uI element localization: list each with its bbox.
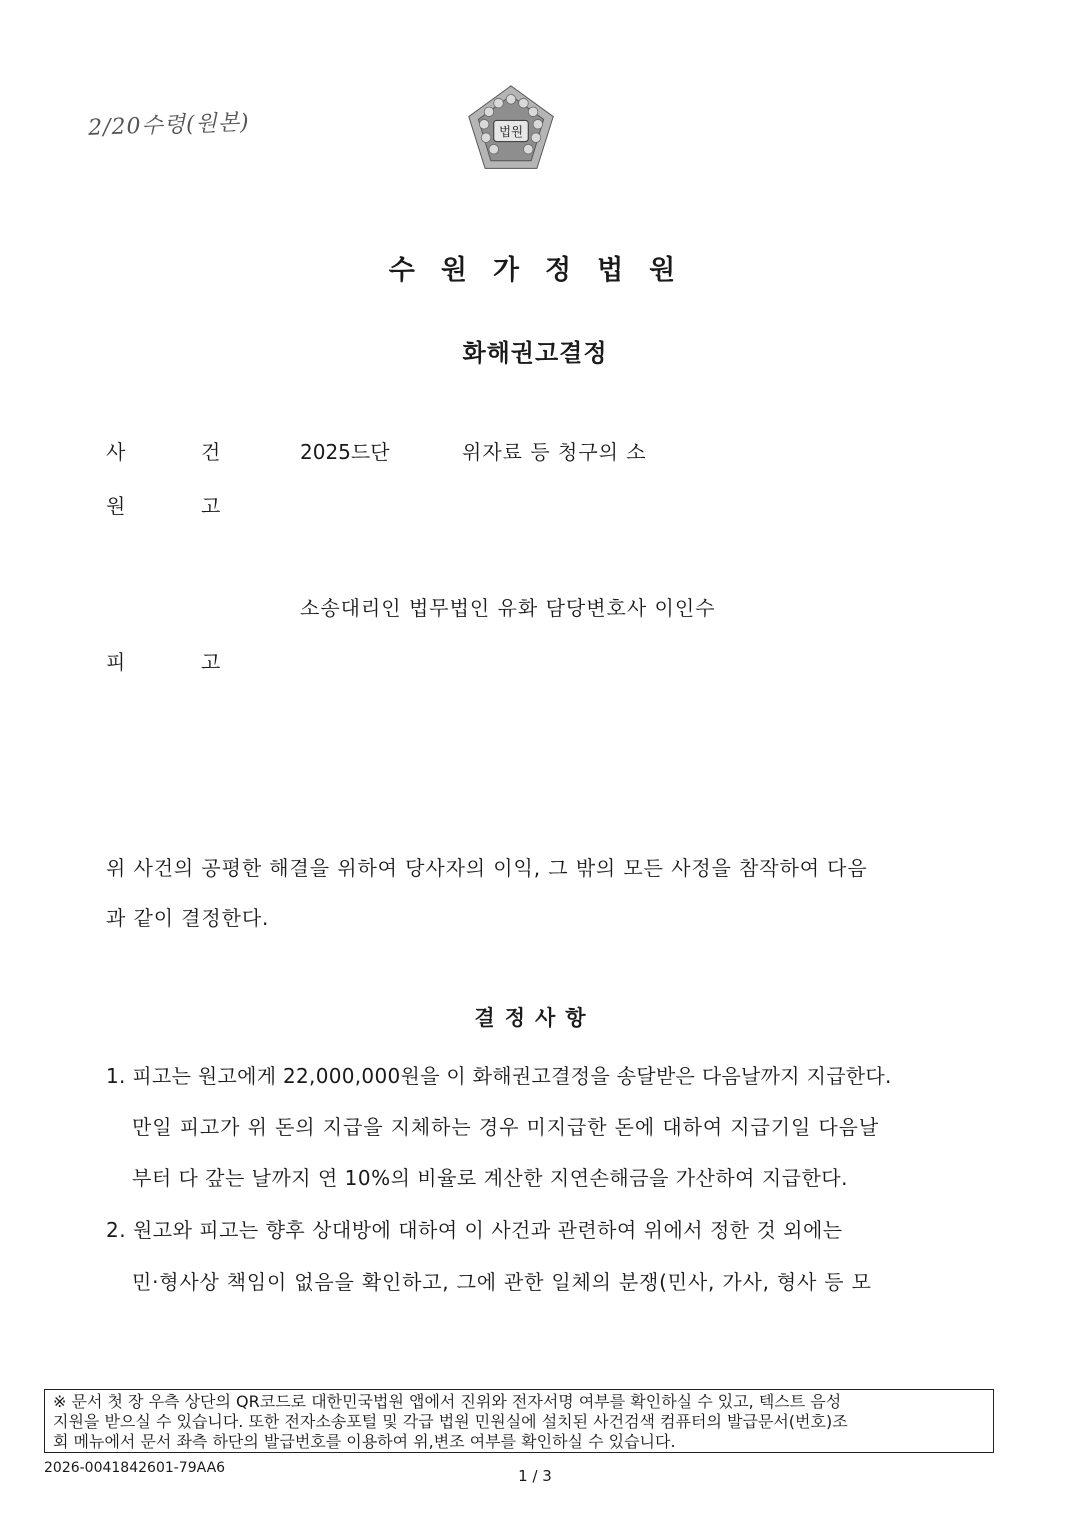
notice-line-1: ※ 문서 첫 장 우측 상단의 QR코드로 대한민국법원 앱에서 진위와 전자서명 여부를 확인하실 수 있고, 텍스트 음성 xyxy=(53,1392,842,1411)
defendant-label-char-1: 피 xyxy=(106,650,126,674)
item-1-line-3: 부터 다 갚는 날까지 연 10%의 비율로 계산한 지연손해금을 가산하여 지급한다. xyxy=(132,1166,848,1190)
case-label-char-1: 사 xyxy=(106,440,126,464)
document-title: 화해권고결정 xyxy=(462,339,608,367)
intro-line-2: 과 같이 결정한다. xyxy=(106,906,270,930)
item-2-line-1: 2. 원고와 피고는 향후 상대방에 대하여 이 사건과 관련하여 위에서 정한 것 외에는 xyxy=(106,1218,843,1242)
case-number: 2025드단 xyxy=(300,440,390,464)
case-label-char-2: 건 xyxy=(201,440,221,464)
plaintiff-attorney: 소송대리인 법무법인 유화 담당변호사 이인수 xyxy=(300,596,716,620)
section-title: 결정사항 xyxy=(474,1006,596,1030)
page-number: 1 / 3 xyxy=(518,1467,552,1485)
intro-line-1: 위 사건의 공평한 해결을 위하여 당사자의 이익, 그 밖의 모든 사정을 참작하여 다음 xyxy=(106,856,868,880)
court-name: 수원가정법원 xyxy=(388,255,702,286)
item-1-line-2: 만일 피고가 위 돈의 지급을 지체하는 경우 미지급한 돈에 대하여 지급기일 다음날 xyxy=(132,1115,880,1139)
handwritten-note: 2/20수령(원본) xyxy=(87,110,251,141)
notice-line-2: 지원을 받으실 수 있습니다. 또한 전자소송포털 및 각급 법원 민원실에 설치된 사건검색 컴퓨터의 발급문서(번호)조 xyxy=(53,1412,848,1431)
verification-notice-box xyxy=(44,1389,994,1453)
item-1-line-1: 1. 피고는 원고에게 22,000,000원을 이 화해권고결정을 송달받은 다음날까지 지급한다. xyxy=(106,1064,892,1088)
case-name: 위자료 등 청구의 소 xyxy=(462,440,647,464)
plaintiff-label-char-2: 고 xyxy=(201,494,221,518)
emblem-label: 법원 xyxy=(498,123,524,139)
item-2-line-2: 민·형사상 책임이 없음을 확인하고, 그에 관한 일체의 분쟁(민사, 가사, 형사 등 모 xyxy=(132,1270,872,1294)
plaintiff-label-char-1: 원 xyxy=(106,494,126,518)
issue-number: 2026-0041842601-79AA6 xyxy=(44,1460,226,1476)
notice-line-3: 회 메뉴에서 문서 좌측 하단의 발급번호를 이용하여 위,변조 여부를 확인하실 수 있습니다. xyxy=(53,1432,676,1451)
court-emblem-icon xyxy=(463,82,559,178)
defendant-label-char-2: 고 xyxy=(201,650,221,674)
